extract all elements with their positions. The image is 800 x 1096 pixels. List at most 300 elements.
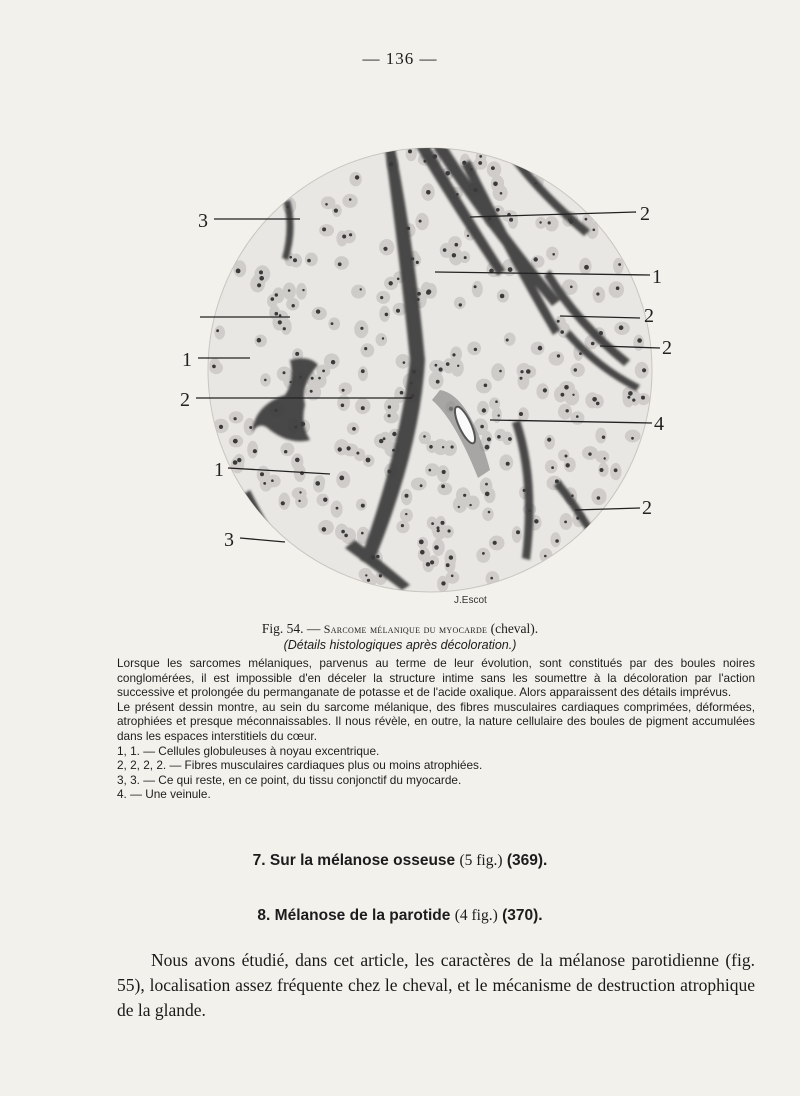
cell-nucleus [641,396,645,400]
page-number: — 136 — [362,49,438,68]
cell-nucleus [457,365,459,367]
cell-nucleus [288,289,291,292]
cell-nucleus [257,283,261,287]
cell-nucleus [474,285,477,288]
cell-nucleus [431,522,434,525]
cell-nucleus [356,452,359,455]
cell-nucleus [463,494,466,497]
cell-nucleus [618,263,621,266]
cell-nucleus [216,329,219,332]
cell-nucleus [552,253,555,256]
cell-nucleus [233,439,238,444]
cell-shape [546,247,558,261]
cell-nucleus [423,435,426,438]
cell-nucleus [596,292,599,295]
cell-shape [613,258,624,274]
cell-nucleus [584,265,589,270]
cell-nucleus [570,286,573,289]
cell-nucleus [349,233,352,236]
artist-signature: J.Escot [454,595,487,606]
cell-nucleus [405,494,409,498]
cell-shape [558,404,572,420]
cell-nucleus [642,368,646,372]
cell-nucleus [485,483,488,486]
cell-nucleus [420,484,423,487]
cell-nucleus [485,492,490,497]
cell-shape [349,172,361,186]
cell-nucleus [596,402,600,406]
cell-nucleus [449,555,453,559]
cell-nucleus [430,560,434,564]
cell-nucleus [435,364,438,367]
cell-nucleus [298,500,300,502]
caption-subtitle: (Détails histologiques après décoloration.) [283,638,517,652]
cell-nucleus [336,507,339,510]
caption-title: Sarcome mélanique du myocarde [323,622,488,636]
cell-nucleus [441,521,445,525]
cell-nucleus [565,455,568,458]
cell-nucleus [632,399,635,402]
cell-nucleus [451,575,454,578]
cell-shape [419,431,431,444]
cell-nucleus [534,519,538,523]
cell-nucleus [233,460,238,465]
cell-shape [491,363,505,381]
cell-shape [384,398,399,414]
cell-nucleus [452,253,456,257]
cell-nucleus [547,438,551,442]
cell-shape [425,463,439,476]
figure-caption [0,621,800,653]
cell-nucleus [627,396,630,399]
cell-nucleus [416,261,419,264]
cell-nucleus [448,529,451,532]
cell-shape [376,333,388,346]
cell-nucleus [388,405,391,408]
cell-shape [334,256,349,270]
cell-shape [429,371,444,389]
cell-nucleus [458,506,460,508]
cell-nucleus [420,550,425,555]
cell-nucleus [500,192,503,195]
figure-label: 3 [224,529,234,551]
cell-nucleus [426,562,430,566]
cell-nucleus [355,175,359,179]
cell-nucleus [361,369,365,373]
cell-nucleus [275,293,278,296]
cell-shape [545,216,559,231]
heading-figs: (5 fig.) [459,852,503,869]
body-text [117,656,755,802]
cell-nucleus [469,504,471,506]
cell-nucleus [491,166,495,170]
figure-label: 1 [214,459,224,481]
figure-label: 1 [182,349,192,371]
cell-shape [229,411,244,423]
cell-shape [625,430,641,443]
cell-nucleus [295,458,300,463]
cell-nucleus [487,437,491,441]
cell-nucleus [342,235,346,239]
cell-shape [550,532,560,547]
cell-shape [292,487,307,499]
cell-nucleus [365,574,367,576]
cell-nucleus [597,496,601,500]
cell-nucleus [212,365,215,368]
cell-nucleus [480,425,484,429]
cell-shape [247,441,258,459]
cell-nucleus [347,446,351,450]
cell-nucleus [401,524,404,527]
cell-nucleus [382,337,384,339]
cell-nucleus [591,342,595,346]
cell-nucleus [548,221,551,224]
cell-shape [400,509,413,523]
paragraph: Nous avons étudié, dans cet article, les caractères de la mélanose parotidienne (fig. 55), localisation assez fréquente chez le cheval, et le mécanisme de destruction atrophique de la glande. [117,950,755,1020]
cell-shape [342,194,357,208]
cell-nucleus [442,470,446,474]
cell-nucleus [237,458,241,462]
cell-nucleus [495,400,498,403]
cell-nucleus [496,208,500,212]
cell-nucleus [392,432,396,436]
cell-nucleus [482,408,486,412]
cell-nucleus [557,354,560,357]
cell-nucleus [576,415,579,418]
cell-nucleus [498,414,500,416]
cell-nucleus [299,491,301,493]
cell-nucleus [367,579,370,582]
cell-nucleus [259,276,264,281]
cell-nucleus [555,539,559,543]
cell-nucleus [323,498,327,502]
cell-nucleus [459,303,462,306]
cell-shape [545,460,558,473]
cell-nucleus [493,182,498,187]
cell-nucleus [388,414,391,417]
cell-shape [609,281,624,298]
cell-shape [214,325,225,339]
cell-shape [476,548,490,563]
cell-nucleus [619,325,624,330]
paragraph: Le présent dessin montre, au sein du sarcome mélanique, des fibres musculaires cardiaques comprimées, déformées, atrophiées et presque méconnaissables. Il nous révèle, en outre, la nature cellulaire des boules de pigment accumulées dans les espaces interstitiels du cœur. [117,699,755,743]
cell-shape [418,547,430,561]
cell-nucleus [520,377,523,380]
legend-item: 4. — Une veinule. [117,787,211,802]
cell-nucleus [437,529,440,532]
legend-item: 2, 2, 2, 2. — Fibres musculaires cardiaques plus ou moins atrophiées. [117,758,483,773]
cell-shape [482,507,493,521]
cell-nucleus [561,393,565,397]
cell-nucleus [600,468,604,472]
cell-nucleus [479,155,482,158]
cell-nucleus [592,397,597,402]
cell-nucleus [344,534,348,538]
cell-nucleus [497,435,501,439]
cell-shape [477,401,489,416]
cell-nucleus [564,385,569,390]
cell-nucleus [249,426,252,429]
figure-label: 3 [198,210,208,232]
cell-nucleus [493,541,497,545]
cell-nucleus [441,484,445,488]
cell-nucleus [520,370,523,373]
cell-nucleus [310,390,313,393]
cell-nucleus [271,479,274,482]
cell-nucleus [631,437,634,440]
cell-nucleus [509,218,513,222]
cell-nucleus [506,339,509,342]
figure-label: 1 [652,266,662,288]
heading-title: Mélanose de la parotide [274,907,451,924]
cell-nucleus [474,348,477,351]
cell-nucleus [539,221,541,223]
cell-nucleus [464,256,467,259]
cell-nucleus [281,501,285,505]
cell-nucleus [360,327,363,330]
cell-nucleus [557,320,560,323]
cell-shape [280,443,294,457]
cell-nucleus [259,270,263,274]
cell-nucleus [361,406,365,410]
legend-item: 1, 1. — Cellules globuleuses à noyau excentrique. [117,743,380,758]
cell-nucleus [349,198,352,201]
cell-nucleus [452,353,455,356]
cell-nucleus [307,259,311,263]
cell-nucleus [572,394,574,396]
cell-shape [446,571,460,584]
cell-nucleus [526,369,531,374]
cell-nucleus [455,243,459,247]
cell-shape [318,520,334,535]
cell-nucleus [566,409,569,412]
cell-nucleus [436,380,440,384]
cell-nucleus [429,445,433,449]
cell-nucleus [361,532,364,535]
cell-nucleus [443,248,447,252]
cell-nucleus [566,463,570,467]
cell-nucleus [342,389,345,392]
heading-ref: (370). [502,907,543,924]
cell-nucleus [325,203,328,206]
cell-nucleus [271,297,275,301]
heading-figs: (4 fig.) [454,907,498,924]
cell-nucleus [396,309,400,313]
cell-shape [328,317,340,330]
cell-nucleus [278,320,282,324]
cell-nucleus [574,368,577,371]
cell-shape [466,496,480,510]
cell-nucleus [490,577,493,580]
cell-nucleus [322,227,326,231]
caption-prefix: Fig. 54. — [261,621,324,636]
cell-nucleus [602,436,605,439]
cell-shape [472,281,483,298]
cell-nucleus [451,445,454,448]
cell-nucleus [506,462,510,466]
figure-label: 2 [644,305,654,327]
cell-nucleus [389,281,393,285]
heading-number: 7. [252,852,266,869]
cell-shape [454,297,466,309]
cell-shape [544,435,555,450]
cell-nucleus [508,437,512,441]
cell-nucleus [499,370,502,373]
cell-nucleus [366,458,371,463]
cell-shape [531,342,545,355]
cell-shape [635,362,649,379]
cell-nucleus [405,513,407,515]
cell-nucleus [322,370,325,373]
cell-nucleus [637,338,642,343]
cell-nucleus [341,404,345,408]
cell-shape [337,395,350,411]
cell-nucleus [439,367,443,371]
cell-nucleus [361,504,365,508]
cell-nucleus [311,377,314,380]
cell-nucleus [260,472,264,476]
heading-ref: (369). [506,852,548,869]
cell-nucleus [360,288,362,290]
cell-nucleus [264,379,267,382]
cell-nucleus [551,466,554,469]
cell-nucleus [338,447,342,451]
cell-nucleus [322,527,327,532]
cell-nucleus [315,481,320,486]
cell-nucleus [534,257,538,261]
cell-shape [415,213,428,230]
cell-shape [281,319,292,335]
cell-nucleus [434,545,439,550]
cell-nucleus [446,362,450,366]
cell-nucleus [316,309,320,313]
cell-shape [512,526,522,543]
cell-nucleus [604,457,606,459]
figure-label: 4 [654,413,664,435]
cell-nucleus [408,149,412,153]
cell-nucleus [467,235,469,237]
cell-nucleus [364,347,367,350]
cell-nucleus [289,256,292,259]
cell-shape [296,283,307,300]
cell-shape [531,255,545,268]
cell-nucleus [295,352,299,356]
heading-title: Sur la mélanose osseuse [269,852,456,869]
cell-nucleus [397,278,400,281]
cell-shape [571,363,585,377]
heading-number: 8. [257,907,271,924]
cell-nucleus [284,450,287,453]
cell-nucleus [516,530,520,534]
cell-nucleus [564,521,567,524]
cell-nucleus [442,446,444,448]
cell-shape [549,351,565,365]
cell-nucleus [219,425,223,429]
cell-shape [279,493,291,510]
cell-shape [633,335,644,351]
cell-nucleus [519,412,523,416]
cell-nucleus [385,313,389,317]
cell-shape [305,252,318,266]
cell-nucleus [585,218,588,221]
cell-nucleus [331,322,334,325]
figure-label: 2 [642,497,652,519]
cell-shape [571,411,585,425]
cell-nucleus [588,452,591,455]
cell-nucleus [383,437,386,440]
cell-nucleus [341,530,345,534]
cell-nucleus [283,327,286,330]
cell-nucleus [419,220,422,223]
cell-nucleus [488,511,491,514]
cell-nucleus [318,377,321,380]
cell-shape [209,362,223,374]
cell-nucleus [426,190,431,195]
cell-shape [339,382,353,395]
cell-nucleus [380,296,383,299]
cell-nucleus [543,388,547,392]
cell-nucleus [352,427,356,431]
cell-nucleus [257,338,262,343]
final-section [117,948,755,1023]
figure-label: 2 [640,203,650,225]
cell-nucleus [437,526,440,529]
cell-nucleus [234,417,237,420]
cell-nucleus [500,294,505,299]
figure-label: 2 [662,337,672,359]
cell-nucleus [379,439,383,443]
cell-nucleus [253,449,257,453]
cell-nucleus [400,391,404,395]
cell-nucleus [484,384,488,388]
cell-nucleus [383,247,387,251]
cell-nucleus [538,346,543,351]
cell-nucleus [616,286,620,290]
cell-nucleus [292,304,295,307]
cell-nucleus [279,314,282,317]
cell-nucleus [508,267,513,272]
cell-shape [351,285,366,299]
cell-nucleus [403,361,406,364]
cell-shape [321,196,336,209]
cell-shape [595,428,606,444]
cell-shape [536,383,549,399]
cell-nucleus [482,552,485,555]
legend-item: 3, 3. — Ce qui reste, en ce point, du tissu conjonctif du myocarde. [117,772,462,787]
cell-shape [396,354,411,369]
cell-shape [319,224,334,236]
cell-nucleus [236,269,241,274]
cell-nucleus [302,289,304,291]
cell-nucleus [560,330,564,334]
cell-shape [358,366,368,381]
cell-nucleus [478,161,482,165]
cell-shape [451,359,464,377]
cell-nucleus [544,555,547,558]
cell-shape [361,343,375,357]
caption-suffix: (cheval). [487,621,539,636]
cell-nucleus [441,581,445,585]
cell-shape [411,478,427,491]
paragraph: Lorsque les sarcomes mélaniques, parvenus au terme de leur évolution, sont constitués par des boules noires conglomérées, il est impossible d'en déceler la structure intime sans les soumettre à la décoloration par l'action successive et prolongée du permanganate de potasse et de l'acide oxalique. Alors apparaissent des détails imprévus. [117,656,755,700]
cell-shape [406,146,417,162]
cell-nucleus [485,445,490,450]
cell-nucleus [331,360,335,364]
cell-nucleus [427,289,432,294]
section-heading [0,907,800,925]
cell-nucleus [593,229,596,232]
cell-shape [585,392,599,408]
